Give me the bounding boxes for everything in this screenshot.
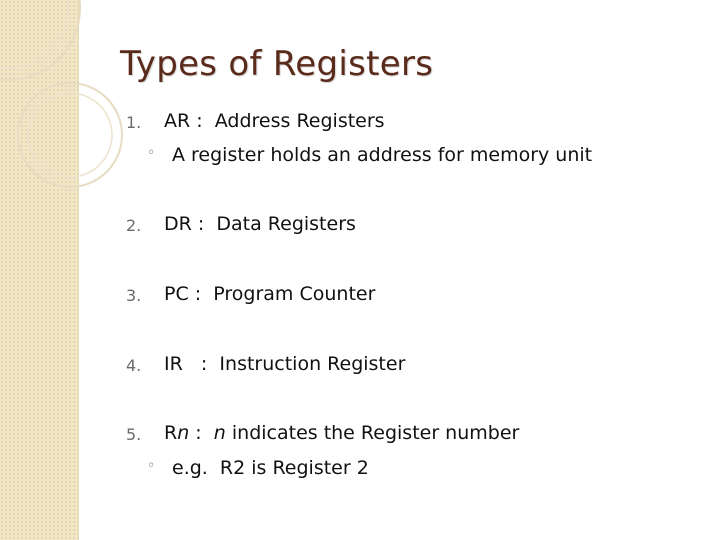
slide-title: Types of Registers	[120, 44, 434, 84]
description: indicates the Register number	[225, 422, 520, 444]
abbr: R	[164, 422, 178, 444]
list-item	[0, 281, 720, 311]
abbr: PC	[164, 283, 189, 305]
separator: :	[190, 110, 215, 132]
bullet-icon: ◦	[147, 145, 156, 161]
separator: :	[188, 283, 214, 305]
description-variable: n	[213, 422, 226, 444]
sub-item-text: A register holds an address for memory unit	[172, 144, 593, 166]
list-number: 5.	[126, 425, 142, 444]
sub-item-text: e.g. R2 is Register 2	[172, 457, 369, 479]
abbr: DR	[164, 213, 192, 235]
list-text	[164, 211, 356, 237]
separator: :	[182, 353, 220, 375]
list-text	[164, 108, 385, 134]
sub-list-item	[0, 455, 720, 483]
description: Program Counter	[213, 283, 376, 305]
separator: :	[189, 422, 214, 444]
abbr-variable: n	[177, 422, 190, 444]
list-number: 3.	[126, 286, 142, 305]
list-text	[164, 420, 519, 446]
separator: :	[191, 213, 217, 235]
list-number: 1.	[126, 113, 142, 132]
list-item	[0, 211, 720, 241]
list-item	[0, 351, 720, 381]
list-item	[0, 420, 720, 450]
abbr: IR	[164, 353, 183, 375]
sub-list-item	[0, 142, 720, 170]
description: Data Registers	[216, 213, 356, 235]
description: Instruction Register	[219, 353, 406, 375]
list-number: 2.	[126, 216, 142, 235]
abbr: AR	[164, 110, 191, 132]
list-text	[164, 351, 405, 377]
list-number: 4.	[126, 356, 142, 375]
list-text	[164, 281, 375, 307]
list-item	[0, 108, 720, 138]
bullet-icon: ◦	[147, 458, 156, 474]
description: Address Registers	[214, 110, 385, 132]
